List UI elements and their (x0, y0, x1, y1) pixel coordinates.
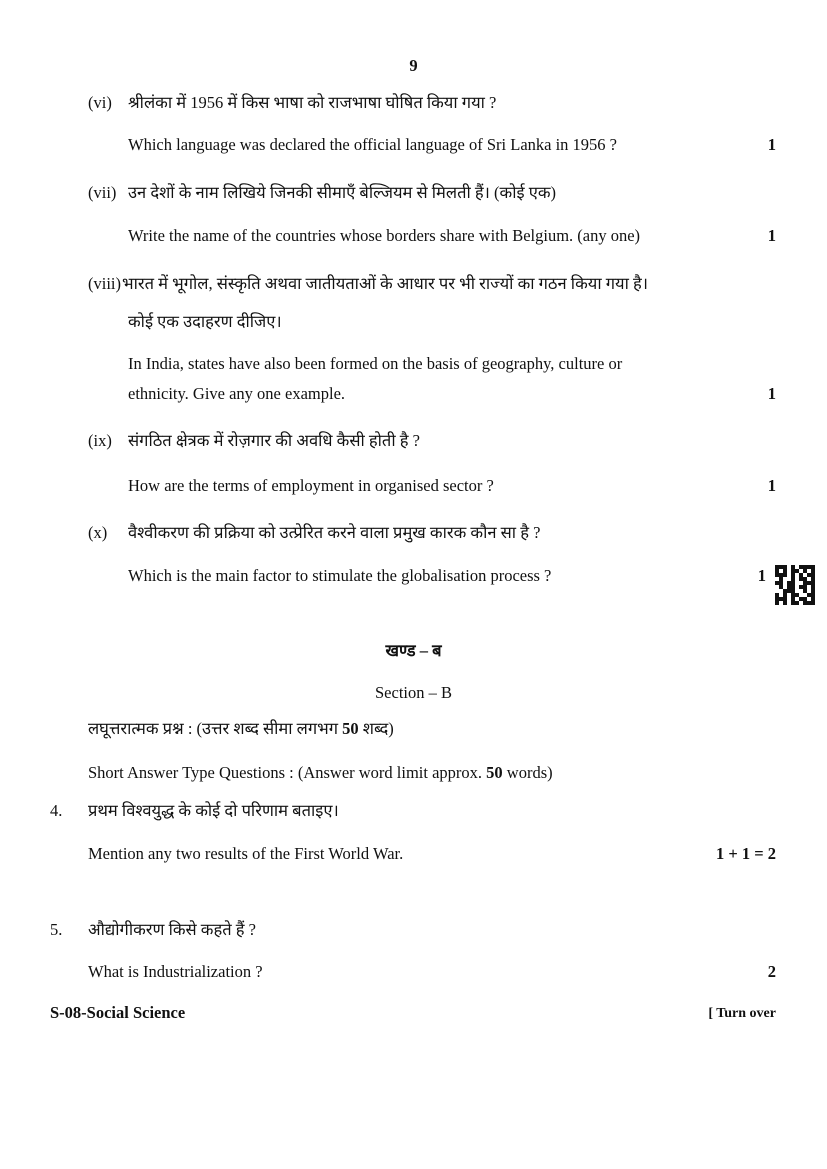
question-english: How are the terms of employment in organised sector ? (128, 476, 494, 495)
question-hindi-line2: कोई एक उदाहरण दीजिए। (128, 312, 282, 331)
instruction-word-limit: 50 (342, 719, 359, 738)
question-english: In India, states have also been formed on the basis of geography, culture or (128, 354, 623, 373)
question-number: (vii) (88, 183, 117, 202)
question-number: (x) (88, 523, 108, 542)
section-instruction-hindi (88, 719, 394, 739)
question-hindi: वैश्वीकरण की प्रक्रिया को उत्प्रेरित करने वाला प्रमुख कारक कौन सा है ? (128, 523, 541, 542)
question-hindi: श्रीलंका में 1956 में किस भाषा को राजभाषा घोषित किया गया ? (128, 93, 497, 112)
question-english-line2: ethnicity. Give any one example. (128, 384, 346, 403)
instruction-text: शब्द) (358, 719, 394, 738)
footer-turn-over: [ Turn over (708, 1006, 776, 1021)
question-hindi: भारत में भूगोल, संस्कृति अथवा जातीयताओं के आधार पर भी राज्यों का गठन किया गया है। (122, 274, 648, 293)
question-english: Mention any two results of the First World War. (88, 844, 404, 863)
question-number: (vi) (88, 93, 112, 112)
question-number: 4. (50, 801, 63, 820)
question-english: Which is the main factor to stimulate the globalisation process ? (128, 566, 552, 585)
question-marks: 1 + 1 = 2 (715, 844, 776, 863)
question-marks: 1 (767, 384, 776, 403)
question-number: 5. (50, 920, 63, 939)
qr-code (775, 565, 815, 605)
question-number: (viii) (88, 274, 121, 293)
question-marks: 1 (767, 226, 776, 245)
instruction-word-limit: 50 (486, 763, 503, 782)
question-hindi: प्रथम विश्वयुद्ध के कोई दो परिणाम बताइए। (88, 801, 339, 820)
section-title-hindi: खण्ड – ब (385, 641, 442, 660)
question-english: What is Industrialization ? (88, 962, 263, 981)
question-english: Write the name of the countries whose borders share with Belgium. (any one) (128, 226, 641, 245)
section-instruction (88, 763, 553, 783)
question-marks: 1 (767, 135, 776, 154)
question-marks: 1 (757, 566, 766, 585)
question-marks: 2 (767, 962, 776, 981)
question-hindi: उन देशों के नाम लिखिये जिनकी सीमाएँ बेल्जियम से मिलती हैं। (कोई एक) (128, 183, 557, 202)
page-number: 9 (409, 56, 418, 75)
instruction-text: Short Answer Type Questions : (Answer word limit approx. (88, 763, 487, 782)
question-hindi: संगठित क्षेत्रक में रोज़गार की अवधि कैसी होती है ? (128, 431, 420, 450)
question-english: Which language was declared the official language of Sri Lanka in 1956 ? (128, 135, 618, 154)
section-title: Section – B (375, 683, 452, 702)
instruction-text: लघूत्तरात्मक प्रश्न : (उत्तर शब्द सीमा लगभग (88, 719, 343, 738)
qr-module (811, 601, 815, 605)
question-marks: 1 (767, 476, 776, 495)
instruction-text: words) (502, 763, 553, 782)
footer-paper-code: S-08-Social Science (50, 1003, 186, 1022)
question-number: (ix) (88, 431, 112, 450)
question-hindi: औद्योगीकरण किसे कहते हैं ? (88, 920, 256, 939)
